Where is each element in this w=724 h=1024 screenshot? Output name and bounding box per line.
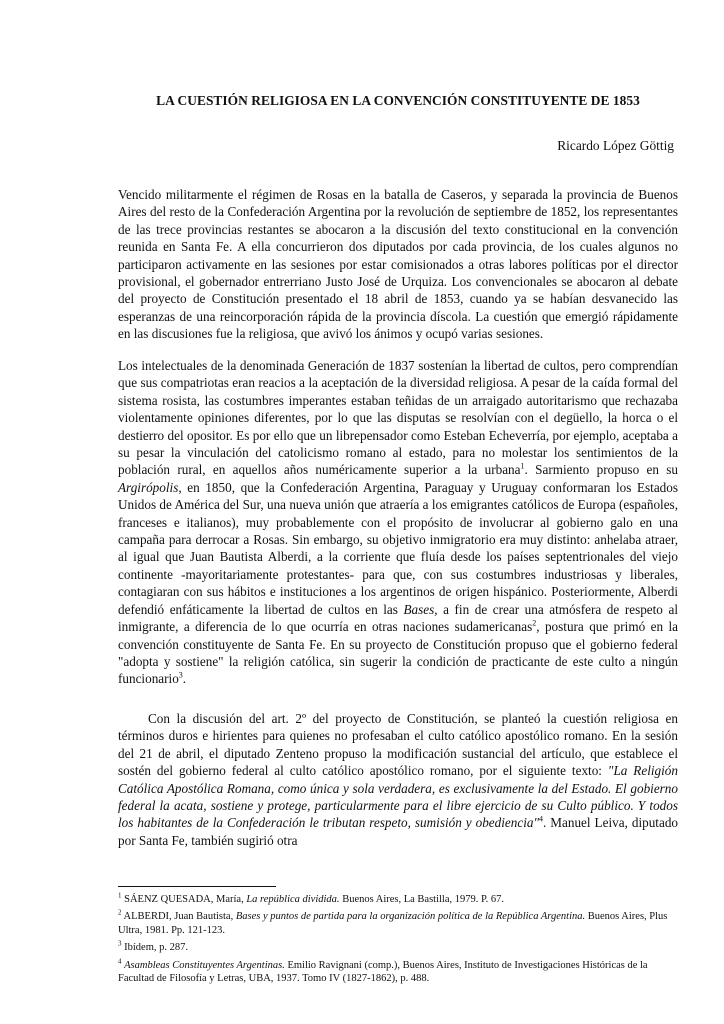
footnote-text: Ibídem, p. 287.	[124, 942, 188, 954]
footnotes	[118, 893, 678, 990]
footnote-text-end: Buenos Aires, La Bastilla, 1979. P. 67.	[339, 894, 505, 905]
footnote-text-end: Emilio Ravignani (comp.), Buenos Aires, Instituto de Investigaciones Históricas de la Facultad de Filosofía y Letras, UBA, 1937. Tomo IV (1827-1862), p. 488.	[118, 959, 648, 985]
document-title: LA CUESTIÓN RELIGIOSA EN LA CONVENCIÓN CONSTITUYENTE DE 1853	[156, 93, 640, 108]
paragraph-2-part-f: , a fin de crear una atmósfera de respeto al inmigrante, a diferencia de lo que ocurría en otras naciones sudamericanas	[118, 601, 678, 635]
paragraph-2	[118, 357, 678, 688]
footnote-ref-4[interactable]: 4	[539, 815, 544, 825]
footnote-number: 1	[118, 891, 122, 900]
footnote-number: 3	[118, 939, 122, 948]
paragraph-2-part-g: , postura que primó en la convención constituyente de Santa Fe. En su proyecto de Constitución propuso que el gobierno federal "adopta y sostiene" la religión católica, sin sugerir la condición de practicante de este culto a ningún funcionario	[118, 619, 679, 687]
footnote-divider	[118, 886, 276, 887]
footnote-italic: Bases y puntos de partida para la organización política de la República Argentina.	[235, 911, 586, 923]
paragraph-2-part-a: Los intelectuales de la denominada Generación de 1837 sostenían la libertad de cultos, pero comprendían que sus compatriotas eran reacios a la aceptación de la diversidad religiosa. A pesar de la caída formal del sistema rosista, las costumbres imperantes estaban teñidas de un arraigado autoritarismo que rechazaba violentamente opiniones diferentes, por lo que las disputas se resolvían con el degüello, la horca o el destierro del opositor. Es por ello que un librepensador como Esteban Echeverría, por ejemplo, aceptaba a su pesar la vinculación del catolicismo romano al estado, para no molestar los sentimientos de la población rural, en aquellos años numéricamente superior a la urbana	[118, 358, 678, 478]
footnote-italic: La república dividida.	[246, 894, 340, 905]
paragraph-2-part-d: , en 1850, que la Confederación Argentina, Paraguay y Uruguay conformaran los Estados Unidos de América del Sur, una nueva unión que atraería a los emigrantes católicos de Europa (españoles, franceses e italianos), muy probablemente con el propósito de involucrar al gobierno galo en una campaña para derrocar a Rosas. Sin embargo, su objetivo inmigratorio era muy distinto: anhelaba atraer, al igual que Juan Bautista Alberdi, a la corriente que fluía desde los países septentrionales del viejo continente -mayoritariamente protestantes- para que, con sus costumbres industriosas y liberales, contagiaran con sus hábitos e instituciones a los argentinos de origen hispánico. Posteriormente, Alberdi defendió enfáticamente la libertad de cultos en las	[118, 479, 678, 617]
footnote-ref-1[interactable]: 1	[520, 462, 525, 472]
paragraph-2-part-b: . Sarmiento propuso en su	[524, 462, 678, 478]
author-name: Ricardo López Göttig	[557, 138, 674, 153]
paragraph-2-text	[118, 357, 678, 688]
paragraph-1-text: Vencido militarmente el régimen de Rosas en la batalla de Caseros, y separada la provincia de Buenos Aires del resto de la Confederación Argentina por la revolución de septiembre de 1852, los representantes de las trece provincias restantes se abocaron a la discusión del texto constitucional en la convención reunida en Santa Fe. A ella concurrieron dos diputados por cada provincia, de los cuales algunos no participaron activamente en las sesiones por estar comisionados a otras labores políticas por el director provisional, el gobernador entrerriano Justo José de Urquiza. Los convencionales se abocaron al debate del proyecto de Constitución presentado el 18 abril de 1853, cuando ya se habían desvanecido las esperanzas de una reincorporación rápida de la provincia díscola. La cuestión que emergió rápidamente en las discusiones fue la religiosa, que avivó los ánimos y ocupó varias sesiones.	[118, 187, 678, 342]
footnote-3	[118, 941, 678, 955]
paragraph-3-part-a: Con la discusión del art. 2º del proyecto de Constitución, se planteó la cuestión religiosa en términos duros e hirientes para quienes no profesaban el culto católico apostólico romano. En la sesión del 21 de abril, el diputado Zenteno propuso la modificación sustancial del artículo, que establece el sostén del gobierno federal al culto católico apostólico romano, por el siguiente texto:	[118, 711, 678, 779]
footnote-text: SÁENZ QUESADA, María,	[124, 894, 247, 905]
footnote-number: 2	[118, 908, 122, 917]
footnote-text-end: Buenos Aires, Plus Ultra, 1981. Pp. 121-123.	[118, 911, 668, 937]
paragraph-3	[118, 710, 678, 849]
italic-bases: Bases	[403, 601, 435, 617]
italic-quote-zenteno: "La Religión Católica Apostólica Romana, como única y sola verdadera, es exclusivamente la del Estado. El gobierno federal la acata, sostiene y protege, particularmente para el libre ejercicio de su Culto público. Y todos los habitantes de la Confederación le tributan respeto, sumisión y obediencia"	[118, 763, 678, 831]
paragraph-3-part-c: . Manuel Leiva, diputado por Santa Fe, también sugirió otra	[118, 815, 679, 848]
footnote-number: 4	[118, 957, 122, 966]
paragraph-1	[118, 186, 678, 343]
paragraph-2-part-h: .	[182, 671, 187, 687]
footnote-ref-2[interactable]: 2	[532, 618, 537, 628]
footnote-4	[118, 959, 678, 987]
footnote-text: ALBERDI, Juan Bautista,	[123, 911, 236, 923]
paragraph-3-text	[118, 710, 678, 849]
footnote-ref-3[interactable]: 3	[178, 670, 183, 680]
footnote-1	[118, 893, 678, 907]
footnote-italic: Asambleas Constituyentes Argentinas.	[124, 959, 285, 971]
footnote-2	[118, 910, 678, 938]
italic-argiropolis: Argirópolis	[118, 479, 179, 495]
